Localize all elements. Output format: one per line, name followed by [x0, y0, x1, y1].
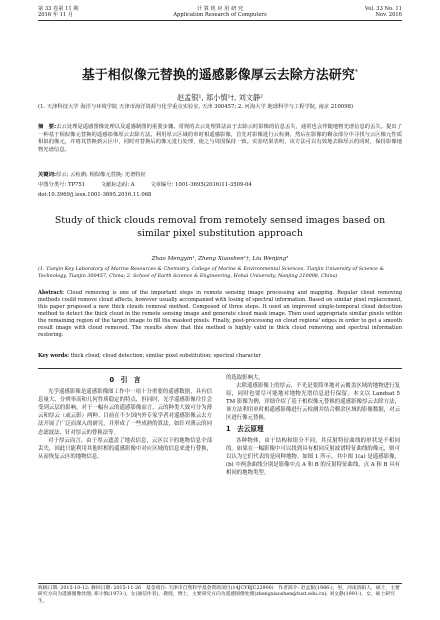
english-authors: Zhao Mengyin¹, Zheng Xiaoshen¹†, Liu Wenjing²	[151, 256, 289, 262]
abstract-en-text: Cloud removing is one of the important steps in remote sensing image processing and mapping. Regular cloud removing methods could remove cloud affects, however usually accompanied with losing of spectral information. Based on similar pixel replacement, this paper proposed a new thick clouds removal method. Composed of three steps. It used an improved single-temporal cloud detection method to detect the thick cloud in the remote sensing image and generate cloud mask image. Then used appropriate similar pixels within the remaining region of the target image to fill the masked pixels. Finally, post-processing on cloud regions' edges in order to get a smooth result image with cloud removed. The results show that this method is highly valid in thick cloud removing and spectral information restoring.	[38, 290, 402, 338]
body-paragraph: 对于厚云而言，由于厚云遮盖了地表信息，云区以下的地物信息全部丢失，因此只能利用其他时相的遥感影像中对应区域的信息来进行替换，从而恢复云区的地物信息。	[38, 437, 212, 460]
keywords-cn	[38, 172, 402, 180]
body-column-left	[38, 374, 212, 461]
abstract-text: 去云处理是遥感图像处理以及遥感制图的重要步骤。常规的去云处理算法由于去除云时影像的信息丢失，通常也会伴随地物光谱信息的丢失。提出了一种基于相似像元替换的遥感影像厚云去除方法。利用厚云区域的单时相遥感影像，首先对影像进行云检测，然后在影像的剩余部分中寻找与云区像元性质相似的像元，并将其替换到云区中，同时对替换后的像元进行处理，使之与周围保持一致。实验结果表明，该方法可以有效地去除厚云的同时，保持影像地物光谱信息。	[38, 124, 402, 153]
paper-title-text: 基于相似像元替换的遥感影像厚云去除方法研究	[81, 68, 355, 83]
header-volume-issue-en: Vol. 33 No. 11	[364, 6, 402, 12]
journal-name-en: Application Research of Computers	[173, 12, 267, 19]
title-footnote-mark: *	[354, 68, 359, 76]
keywords-text: 厚云; 云检测; 相似像元替换; 光谱特征	[56, 172, 146, 178]
header-date-cn: 2016 年 11 月	[38, 12, 74, 19]
affiliation: (1. 天津科技大学 海洋与环境学院 天津市海洋资源与化学重点实验室, 天津 300457; 2. 河海大学 地球科学与工程学院, 南京 210098)	[38, 104, 354, 110]
running-header	[38, 6, 402, 21]
keywords-en-text: thick cloud; cloud detection; similar pixel substitution; spectral character	[70, 353, 261, 359]
doi: doi:10.3969/j.issn.1001-3695.2016.11.068	[38, 192, 152, 198]
abstract-en	[38, 290, 402, 339]
journal-name-cn: 计 算 机 应 用 研 究	[196, 6, 244, 12]
abstract-cn	[38, 124, 402, 154]
document-code: 文献标志码: A	[100, 182, 135, 188]
section-divider	[38, 368, 402, 369]
body-paragraph: 各种物体，由于结构和组分不同，其反射特征曲线的形状是不相同的。如果在一幅影像中可以找到具有相同反射波谱特征曲线的像元，则可以认为它们代表的是同种地物。如图 1 所示，其中图 1(a) 是遥感影像，(b) 中两条曲线分别是影像中点 A 和 B 的反射特征曲线。点 A 和 B 具有相同的地物类型。	[226, 437, 400, 477]
article-number: 文章编号: 1001-3695(2016)11-3509-04	[150, 182, 252, 188]
header-date-en: Nov. 2016	[375, 12, 402, 19]
author-list: 赵孟银¹, 郑小慎¹†, 刘文静²	[176, 93, 264, 102]
body-paragraph: 去除遥感影像上的厚云，不光是要简单地对云覆盖区域的地物进行复原，同时也要尽可能地对地物光谱信息进行保留。本文以 Landsat 5 TM 影像为例，详细介绍了基于相似像元替换的遥感影像厚云去除方法，该方法利用单时相遥感影像进行云检测并结合剩余区域的影像数据，对云区进行像元替换。	[226, 383, 400, 422]
section-heading-principle: 1 去云原理	[226, 424, 264, 433]
english-affiliation: (1. Tianjin Key Laboratory of Marine Resources & Chemistry, College of Marine & Environmental Sciences, Tianjin University of Science & Technology, Tianjin 300457, China; 2. School of Earth Science & Engineering, Hohai University, Nanjing 210098, China)	[38, 266, 384, 279]
body-paragraph: 光学遥感影像是遥感影像图工作中一项十分重要的遥感数据，具有信息量大、分辨率高和几何性质稳定的特点，但同时，光学遥感影像往往会受到云层的影响。对于一幅有云的遥感影像而言，云的种类大致可分为薄云和厚云（或云影）两种。目前在不少国内外专家学者对遥感影像云去方法开展了广泛而深入的研究，并形成了一些成熟的算法，如针对薄云的同态滤波法、针对厚云的替换法等。	[38, 389, 212, 436]
footnote: 收稿日期: 2015-10-12; 修回日期: 2015-11-26 基金项目: 天津市自然科学基金资助项目(14JCYBJC22900) 作者简介: 赵孟银(1986-)，男，河南洛阳人，硕士，主要研究方向为遥感图像处理; 郑小慎(1973-)，女(通信作者)，教授，博士，主要研究方向为遥感图像处理(zhengxiaoshen@tust.edu.cn); 刘文静(1991-)，女，硕士研究生。	[38, 583, 402, 605]
paper-title	[30, 64, 410, 83]
abstract-en-label: Abstract:	[38, 290, 65, 296]
header-journal	[38, 6, 402, 18]
header-volume-issue: 第 33 卷第 11 期	[38, 6, 79, 12]
keywords-en-label: Key words:	[38, 353, 70, 359]
body-paragraph: 的选取影响大。	[226, 375, 264, 381]
classification-line	[38, 182, 402, 190]
clc-number: 中图分类号: TP751	[38, 182, 86, 188]
header-volume-en	[365, 6, 402, 18]
english-title: Study of thick clouds removal from remotely sensed images based on similar pixel substitution approach	[54, 215, 386, 239]
keywords-en	[38, 353, 402, 360]
body-column-right	[226, 374, 400, 477]
section-heading-intro: 0 引 言	[109, 376, 141, 384]
keywords-label: 关键词:	[38, 172, 57, 178]
abstract-label: 摘 要:	[38, 124, 57, 130]
